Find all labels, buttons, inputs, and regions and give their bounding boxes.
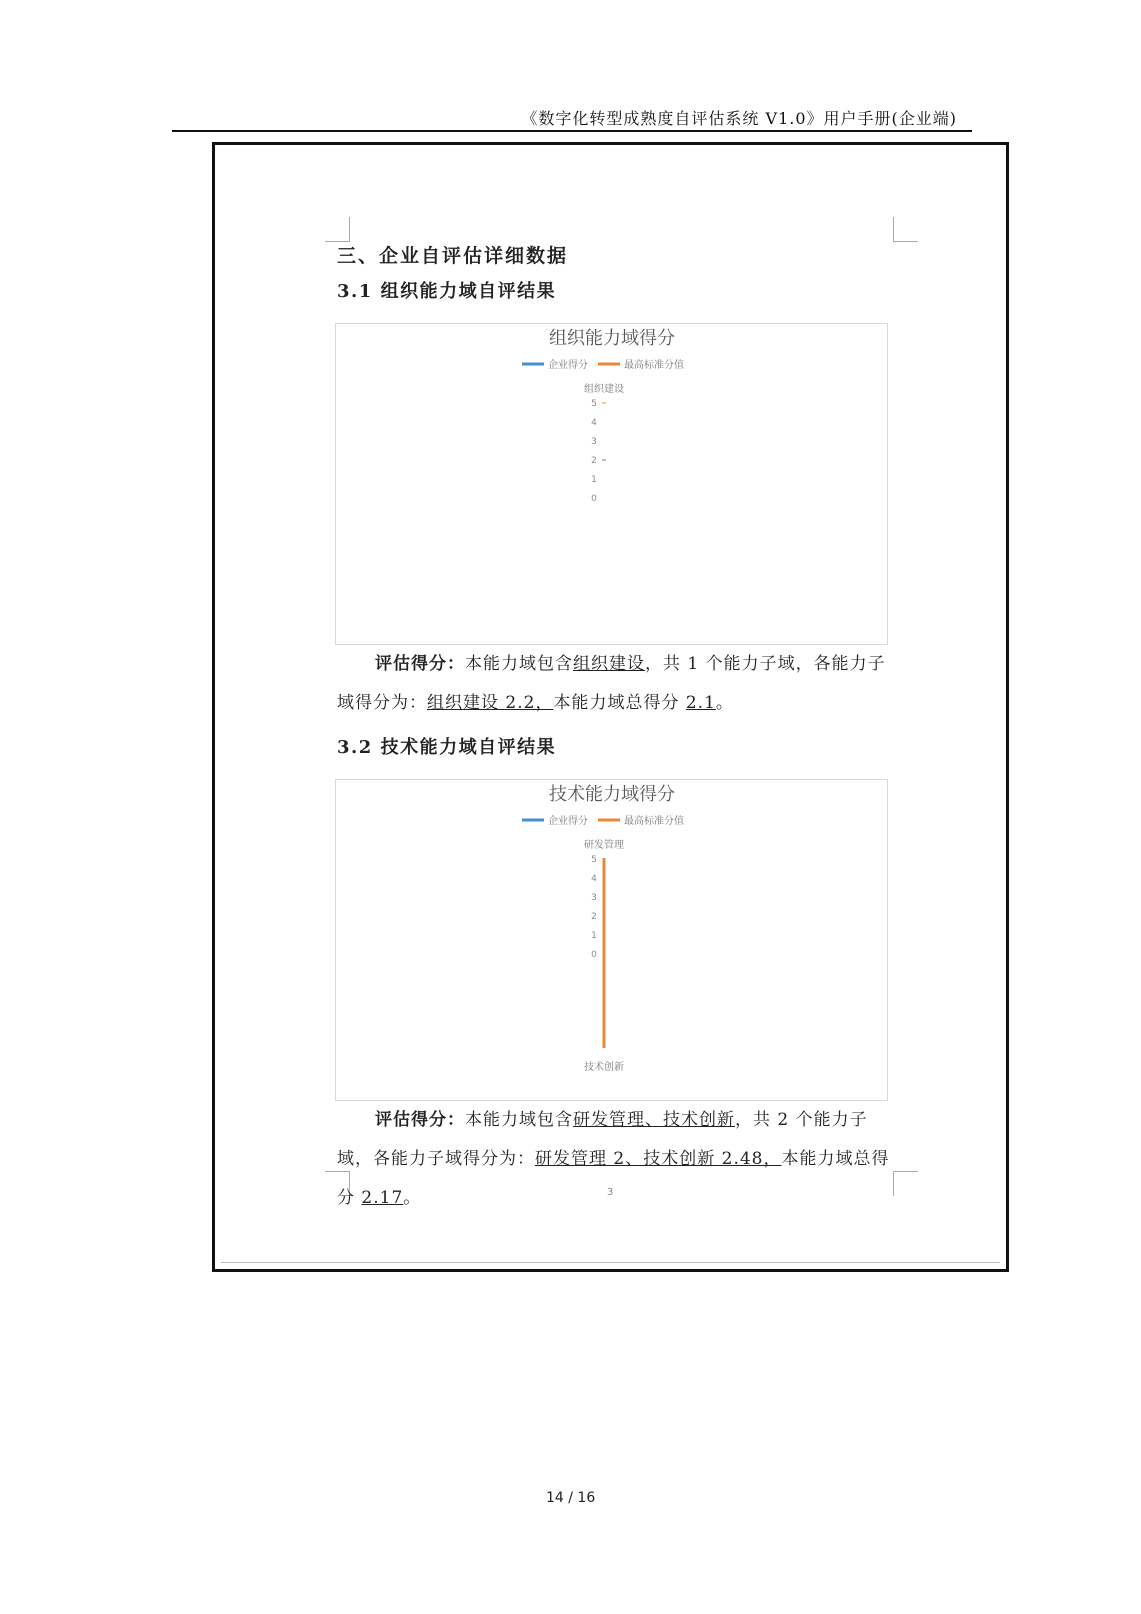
chart-tech-capability	[335, 779, 888, 1101]
legend-label-max: 最高标准分值	[624, 816, 684, 827]
text-part: 本能力域包含	[465, 654, 573, 674]
axis-tick: 4	[591, 418, 597, 428]
axis-category-label: 组织建设	[584, 384, 624, 395]
score-lead: 评估得分	[375, 1110, 447, 1130]
chart-tech-svg	[336, 780, 889, 1102]
subsection-heading-org: 3.1 组织能力域自评结果	[337, 281, 557, 302]
axis-category-label-top: 研发管理	[584, 840, 624, 851]
text-end: 。	[715, 693, 734, 713]
chart-org-svg	[336, 324, 889, 646]
chart-title: 组织能力域得分	[549, 328, 675, 349]
section-heading: 三、企业自评估详细数据	[337, 245, 569, 267]
total-score: 2.1	[685, 693, 716, 713]
axis-tick: 3	[591, 893, 597, 903]
axis-category-label-bottom: 技术创新	[584, 1062, 624, 1073]
axis-tick: 1	[591, 931, 597, 941]
subdomain-list: 研发管理、技术创新	[573, 1110, 735, 1130]
subdomain-scores: 研发管理 2、技术创新 2.48，	[535, 1149, 782, 1169]
document-header: 《数字化转型成熟度自评估系统 V1.0》用户手册(企业端)	[521, 109, 957, 128]
subdomain-list: 组织建设	[573, 654, 645, 674]
text-part: 本能力域包含	[465, 1110, 573, 1130]
chart-org-capability	[335, 323, 888, 645]
frame-bottom-rule	[221, 1262, 1000, 1263]
score-lead: 评估得分	[375, 654, 447, 674]
axis-tick: 1	[591, 475, 597, 485]
text-part: ，共 1 个能力子域，各能力子域得分为：	[337, 654, 886, 713]
embedded-page-frame	[212, 142, 1009, 1272]
inner-page-number: 3	[607, 1187, 614, 1198]
total-score: 2.17	[361, 1188, 404, 1208]
axis-tick: 5	[591, 399, 597, 409]
score-summary-tech	[337, 1101, 893, 1218]
score-summary-org	[337, 645, 893, 723]
axis-tick: 2	[591, 456, 597, 466]
axis-tick: 2	[591, 912, 597, 922]
text-end: 。	[403, 1188, 422, 1208]
legend-label-enterprise: 企业得分	[548, 360, 588, 371]
score-colon: ：	[447, 1110, 465, 1130]
crop-mark-top-right	[893, 217, 918, 242]
crop-mark-top-left	[325, 217, 350, 242]
chart-title: 技术能力域得分	[549, 784, 675, 805]
text-part: 本能力域总得分	[337, 1149, 890, 1208]
text-part: 本能力域总得分	[553, 693, 680, 713]
axis-tick: 5	[591, 855, 597, 865]
legend-label-max: 最高标准分值	[624, 360, 684, 371]
subsection-heading-tech: 3.2 技术能力域自评结果	[337, 737, 557, 758]
axis-tick: 3	[591, 437, 597, 447]
legend-label-enterprise: 企业得分	[548, 816, 588, 827]
axis-tick: 4	[591, 874, 597, 884]
text-part: ，共 2 个能力子域，各能力子域得分为：	[337, 1110, 868, 1169]
page-number: 14 / 16	[546, 1490, 596, 1506]
crop-mark-bottom-right	[893, 1171, 918, 1196]
subdomain-scores: 组织建设 2.2，	[427, 693, 554, 713]
score-colon: ：	[447, 654, 465, 674]
axis-tick: 0	[591, 950, 597, 960]
axis-tick: 0	[591, 494, 597, 504]
header-rule	[172, 130, 972, 132]
